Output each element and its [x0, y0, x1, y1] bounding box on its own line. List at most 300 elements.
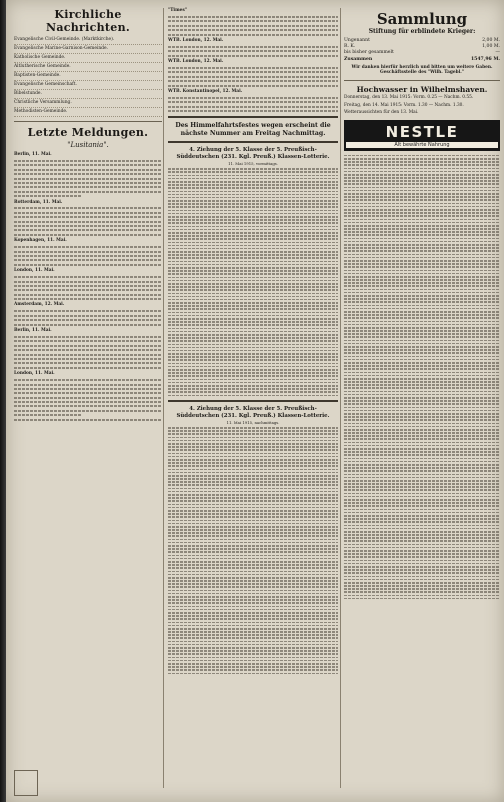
- illegible-number-row: [344, 474, 500, 476]
- illegible-number-row: [168, 647, 338, 649]
- illegible-text-line: [14, 410, 162, 412]
- illegible-number-row: [344, 247, 500, 249]
- illegible-number-row: [168, 657, 338, 659]
- illegible-number-row: [344, 464, 500, 466]
- illegible-number-row: [168, 526, 338, 528]
- illegible-number-row: [168, 449, 338, 451]
- illegible-number-row: [344, 419, 500, 421]
- illegible-number-row: [168, 673, 338, 675]
- lottery-number-table: [344, 155, 500, 600]
- illegible-number-row: [344, 489, 500, 491]
- illegible-number-row: [168, 491, 338, 493]
- illegible-number-row: [168, 513, 338, 515]
- ad-slogan: Alt bewährte Nahrung: [346, 142, 498, 148]
- illegible-text-line: [168, 110, 338, 112]
- illegible-number-row: [168, 385, 338, 387]
- news-dateline: Berlin, 11. Mai.: [14, 152, 52, 157]
- illegible-number-row: [344, 528, 500, 530]
- illegible-text-line: [168, 76, 338, 78]
- illegible-number-row: [168, 561, 338, 563]
- illegible-text-line: [168, 34, 338, 36]
- illegible-text-line: [14, 285, 162, 287]
- illegible-number-row: [168, 459, 338, 461]
- illegible-text-line: [168, 20, 338, 22]
- illegible-number-row: [168, 175, 338, 177]
- illegible-number-row: [344, 285, 500, 287]
- news-dateline: Kopenhagen, 11. Mai.: [14, 238, 67, 244]
- illegible-number-row: [168, 328, 338, 330]
- illegible-number-row: [344, 410, 500, 412]
- illegible-number-row: [168, 308, 338, 310]
- illegible-text-line: [14, 345, 162, 347]
- illegible-number-row: [168, 289, 338, 291]
- illegible-number-row: [344, 467, 500, 469]
- illegible-text-line: [168, 29, 338, 31]
- illegible-number-row: [168, 590, 338, 592]
- illegible-number-row: [344, 579, 500, 581]
- illegible-number-row: [168, 248, 338, 250]
- illegible-number-row: [168, 379, 338, 381]
- lottery-date: 11. Mai 1915, vormittags.: [228, 161, 278, 167]
- illegible-number-row: [168, 181, 338, 183]
- illegible-text-line: [168, 85, 338, 87]
- latest-news-subheading: "Lusitania".: [67, 141, 109, 149]
- illegible-number-row: [168, 213, 338, 215]
- illegible-text-line: [14, 207, 162, 209]
- illegible-number-row: [168, 669, 338, 671]
- illegible-number-row: [168, 210, 338, 212]
- lottery-date: 11. Mai 1915, nachmittags.: [226, 420, 280, 426]
- illegible-number-row: [168, 254, 338, 256]
- illegible-number-row: [168, 564, 338, 566]
- illegible-text-line: [14, 340, 162, 342]
- illegible-number-row: [344, 295, 500, 297]
- illegible-number-row: [344, 378, 500, 380]
- illegible-number-row: [168, 440, 338, 442]
- illegible-text-line: [14, 336, 162, 338]
- illegible-number-row: [168, 299, 338, 301]
- illegible-number-row: [344, 435, 500, 437]
- illegible-number-row: [344, 470, 500, 472]
- illegible-number-row: [168, 488, 338, 490]
- illegible-number-row: [168, 222, 338, 224]
- illegible-number-row: [168, 462, 338, 464]
- illegible-number-row: [168, 375, 338, 377]
- illegible-number-row: [168, 602, 338, 604]
- illegible-number-row: [344, 203, 500, 205]
- illegible-number-row: [168, 586, 338, 588]
- illegible-text-line: [14, 259, 162, 261]
- illegible-number-row: [344, 534, 500, 536]
- illegible-text-line: [14, 264, 162, 266]
- illegible-number-row: [168, 261, 338, 263]
- illegible-number-row: [168, 232, 338, 234]
- illegible-number-row: [168, 430, 338, 432]
- church-news-heading: Kirchliche Nachrichten.: [45, 8, 131, 34]
- illegible-number-row: [344, 416, 500, 418]
- illegible-text-line: [14, 191, 162, 193]
- illegible-number-row: [344, 340, 500, 342]
- illegible-number-row: [168, 187, 338, 189]
- illegible-number-row: [344, 168, 500, 170]
- illegible-text-line: [14, 221, 162, 223]
- illegible-number-row: [344, 298, 500, 300]
- illegible-text-line: [14, 401, 162, 403]
- illegible-number-row: [344, 324, 500, 326]
- illegible-number-row: [344, 346, 500, 348]
- illegible-number-row: [168, 427, 338, 429]
- illegible-number-row: [344, 330, 500, 332]
- illegible-number-row: [168, 391, 338, 393]
- illegible-number-row: [168, 437, 338, 439]
- illegible-number-row: [344, 209, 500, 211]
- illegible-number-row: [344, 254, 500, 256]
- illegible-text-line: [14, 216, 162, 218]
- illegible-number-row: [344, 550, 500, 552]
- illegible-number-row: [168, 388, 338, 390]
- illegible-number-row: [344, 212, 500, 214]
- illegible-number-row: [344, 572, 500, 574]
- illegible-text-line: [14, 276, 162, 278]
- illegible-number-row: [344, 556, 500, 558]
- donation-total-row: Zusammen 1547,96 M.: [344, 56, 500, 62]
- nestle-advertisement: [344, 120, 500, 151]
- illegible-text-line: [14, 229, 162, 231]
- illegible-number-row: [168, 484, 338, 486]
- illegible-number-row: [344, 343, 500, 345]
- illegible-number-row: [344, 177, 500, 179]
- illegible-number-row: [168, 286, 338, 288]
- news-dateline: "Times": [168, 8, 188, 13]
- illegible-number-row: [344, 566, 500, 568]
- illegible-number-row: [344, 413, 500, 415]
- illegible-number-row: [344, 164, 500, 166]
- illegible-number-row: [168, 596, 338, 598]
- illegible-number-row: [168, 504, 338, 506]
- illegible-text-line: [14, 324, 162, 326]
- illegible-number-row: [168, 523, 338, 525]
- ad-brand-name: NESTLE: [385, 122, 459, 141]
- illegible-number-row: [168, 637, 338, 639]
- illegible-number-row: [344, 257, 500, 259]
- illegible-number-row: [344, 158, 500, 160]
- illegible-number-row: [344, 458, 500, 460]
- illegible-number-row: [168, 305, 338, 307]
- illegible-number-row: [344, 241, 500, 243]
- illegible-number-row: [344, 521, 500, 523]
- illegible-text-line: [14, 419, 162, 421]
- illegible-number-row: [344, 493, 500, 495]
- illegible-number-row: [168, 516, 338, 518]
- illegible-number-row: [344, 282, 500, 284]
- illegible-number-row: [344, 505, 500, 507]
- illegible-text-line: [14, 379, 162, 381]
- illegible-text-line: [14, 367, 162, 369]
- illegible-number-row: [168, 641, 338, 643]
- illegible-number-row: [344, 585, 500, 587]
- illegible-number-row: [168, 433, 338, 435]
- illegible-number-row: [168, 315, 338, 317]
- illegible-number-row: [168, 507, 338, 509]
- illegible-number-row: [168, 219, 338, 221]
- illegible-number-row: [344, 356, 500, 358]
- illegible-number-row: [344, 365, 500, 367]
- illegible-number-row: [344, 362, 500, 364]
- illegible-text-line: [14, 384, 162, 386]
- illegible-number-row: [344, 429, 500, 431]
- illegible-text-line: [14, 315, 162, 317]
- news-dateline: WTB. London, 12. Mai.: [168, 37, 224, 43]
- illegible-number-row: [168, 644, 338, 646]
- illegible-number-row: [168, 356, 338, 358]
- illegible-number-row: [168, 331, 338, 333]
- illegible-number-row: [344, 540, 500, 542]
- illegible-number-row: [168, 245, 338, 247]
- illegible-number-row: [168, 628, 338, 630]
- illegible-number-row: [168, 631, 338, 633]
- illegible-text-line: [14, 392, 162, 394]
- illegible-number-row: [344, 525, 500, 527]
- illegible-number-row: [344, 193, 500, 195]
- illegible-number-row: [344, 352, 500, 354]
- illegible-text-line: [14, 251, 162, 253]
- news-dateline: London, 11. Mai.: [14, 371, 55, 377]
- collection-note: Wir danken hierfür herzlich und bitten um weitere Gaben. Geschäftsstelle des "Wilh. Tagebl.": [351, 64, 493, 76]
- illegible-number-row: [168, 574, 338, 576]
- illegible-number-row: [168, 359, 338, 361]
- list-item: Bibelstunde.: [14, 90, 162, 99]
- illegible-number-row: [344, 183, 500, 185]
- illegible-number-row: [344, 206, 500, 208]
- illegible-text-line: [14, 255, 162, 257]
- illegible-text-line: [14, 173, 162, 175]
- illegible-number-row: [168, 663, 338, 665]
- illegible-number-row: [344, 263, 500, 265]
- illegible-number-row: [168, 567, 338, 569]
- illegible-number-row: [168, 321, 338, 323]
- illegible-number-row: [168, 548, 338, 550]
- illegible-number-row: [168, 583, 338, 585]
- illegible-number-row: [344, 368, 500, 370]
- illegible-number-row: [168, 465, 338, 467]
- illegible-number-row: [168, 347, 338, 349]
- right-column: [344, 8, 500, 601]
- illegible-number-row: [168, 229, 338, 231]
- illegible-number-row: [168, 555, 338, 557]
- illegible-number-row: [344, 171, 500, 173]
- illegible-text-line: [14, 294, 162, 296]
- illegible-number-row: [344, 375, 500, 377]
- illegible-number-row: [168, 545, 338, 547]
- illegible-number-row: [344, 336, 500, 338]
- illegible-number-row: [168, 216, 338, 218]
- illegible-number-row: [168, 302, 338, 304]
- illegible-number-row: [168, 280, 338, 282]
- illegible-number-row: [344, 234, 500, 236]
- left-column: [14, 8, 162, 423]
- illegible-number-row: [168, 235, 338, 237]
- illegible-number-row: [344, 595, 500, 597]
- illegible-text-line: [14, 225, 162, 227]
- illegible-number-row: [344, 225, 500, 227]
- illegible-number-row: [168, 539, 338, 541]
- news-dateline: London, 11. Mai.: [14, 268, 55, 274]
- illegible-number-row: [168, 350, 338, 352]
- lottery-number-table: [168, 427, 338, 674]
- illegible-number-row: [168, 453, 338, 455]
- lottery-heading: 4. Ziehung der 5. Klasse der 5. Preußisch-Süddeutschen (231. Kgl. Preuß.) Klassen-Lotterie.: [176, 406, 330, 419]
- illegible-number-row: [344, 569, 500, 571]
- donation-row: bis bisher gesammelt —: [344, 50, 500, 56]
- divider: [168, 141, 338, 143]
- illegible-text-line: [14, 319, 162, 321]
- illegible-text-line: [14, 281, 162, 283]
- illegible-text-line: [168, 97, 338, 99]
- weather-line: Wetteraussichten für den 13. Mai.: [344, 110, 419, 116]
- illegible-number-row: [344, 349, 500, 351]
- illegible-text-line: [168, 106, 338, 108]
- illegible-number-row: [168, 264, 338, 266]
- illegible-number-row: [344, 161, 500, 163]
- illegible-number-row: [168, 660, 338, 662]
- illegible-number-row: [168, 197, 338, 199]
- lottery-number-table: [168, 168, 338, 396]
- illegible-text-line: [14, 298, 162, 300]
- illegible-number-row: [168, 337, 338, 339]
- illegible-text-line: [14, 195, 82, 197]
- illegible-number-row: [168, 580, 338, 582]
- illegible-number-row: [168, 251, 338, 253]
- donation-row: Ungenannt 2,00 M.: [344, 38, 500, 43]
- illegible-text-line: [168, 50, 338, 52]
- illegible-text-line: [14, 186, 162, 188]
- illegible-number-row: [168, 634, 338, 636]
- illegible-number-row: [168, 625, 338, 627]
- donation-row: R. K. 1,00 M.: [344, 44, 500, 50]
- illegible-number-row: [168, 472, 338, 474]
- illegible-number-row: [168, 191, 338, 193]
- illegible-number-row: [344, 499, 500, 501]
- list-item: Evangelische Civil-Gemeinde. (Marktkirche).: [14, 36, 162, 45]
- illegible-number-row: [344, 314, 500, 316]
- illegible-text-line: [168, 55, 338, 57]
- illegible-text-line: [14, 397, 162, 399]
- illegible-number-row: [344, 576, 500, 578]
- illegible-number-row: [344, 199, 500, 201]
- illegible-number-row: [344, 222, 500, 224]
- illegible-number-row: [344, 273, 500, 275]
- illegible-number-row: [344, 582, 500, 584]
- illegible-number-row: [344, 308, 500, 310]
- illegible-text-line: [168, 16, 338, 18]
- illegible-number-row: [344, 483, 500, 485]
- illegible-number-row: [344, 394, 500, 396]
- illegible-number-row: [168, 238, 338, 240]
- illegible-number-row: [344, 317, 500, 319]
- illegible-text-line: [168, 71, 338, 73]
- illegible-number-row: [168, 226, 338, 228]
- illegible-number-row: [344, 461, 500, 463]
- illegible-number-row: [344, 477, 500, 479]
- divider: [344, 80, 500, 81]
- illegible-text-line: [14, 160, 162, 162]
- illegible-number-row: [344, 454, 500, 456]
- illegible-number-row: [168, 478, 338, 480]
- news-dateline: Amsterdam, 12. Mai.: [14, 302, 65, 308]
- illegible-number-row: [344, 270, 500, 272]
- illegible-number-row: [344, 547, 500, 549]
- illegible-number-row: [344, 180, 500, 182]
- illegible-text-line: [168, 80, 338, 82]
- illegible-number-row: [168, 203, 338, 205]
- illegible-number-row: [344, 400, 500, 402]
- latest-news-heading: Letzte Meldungen.: [27, 126, 149, 139]
- illegible-number-row: [344, 231, 500, 233]
- illegible-number-row: [344, 387, 500, 389]
- illegible-number-row: [168, 270, 338, 272]
- illegible-number-row: [344, 260, 500, 262]
- illegible-number-row: [344, 486, 500, 488]
- illegible-number-row: [168, 618, 338, 620]
- illegible-number-row: [344, 187, 500, 189]
- illegible-number-row: [344, 591, 500, 593]
- illegible-number-row: [168, 242, 338, 244]
- illegible-number-row: [344, 174, 500, 176]
- tide-line: Freitag, den 14. Mai 1915: Vorm. 1.30 — Nachm. 1.30.: [344, 102, 464, 108]
- illegible-number-row: [344, 515, 500, 517]
- illegible-number-row: [344, 381, 500, 383]
- illegible-number-row: [344, 563, 500, 565]
- illegible-number-row: [344, 445, 500, 447]
- news-dateline: WTB. Konstantinopel, 12. Mai.: [168, 89, 243, 95]
- illegible-number-row: [168, 612, 338, 614]
- illegible-text-line: [14, 349, 162, 351]
- illegible-number-row: [168, 446, 338, 448]
- list-item: Baptisten-Gemeinde.: [14, 72, 162, 81]
- illegible-number-row: [344, 496, 500, 498]
- illegible-number-row: [344, 432, 500, 434]
- illegible-number-row: [168, 334, 338, 336]
- illegible-number-row: [168, 615, 338, 617]
- illegible-number-row: [344, 588, 500, 590]
- illegible-text-line: [14, 388, 162, 390]
- illegible-number-row: [168, 456, 338, 458]
- illegible-number-row: [168, 571, 338, 573]
- archive-stamp: [14, 770, 38, 796]
- illegible-number-row: [168, 599, 338, 601]
- illegible-number-row: [168, 171, 338, 173]
- illegible-number-row: [168, 184, 338, 186]
- illegible-number-row: [168, 293, 338, 295]
- illegible-number-row: [168, 443, 338, 445]
- divider: [14, 121, 162, 122]
- illegible-number-row: [168, 277, 338, 279]
- illegible-number-row: [168, 206, 338, 208]
- news-dateline: WTB. London, 12. Mai.: [168, 59, 224, 65]
- illegible-number-row: [168, 273, 338, 275]
- illegible-text-line: [14, 310, 162, 312]
- illegible-number-row: [344, 238, 500, 240]
- illegible-text-line: [168, 101, 338, 103]
- illegible-number-row: [344, 305, 500, 307]
- illegible-number-row: [168, 650, 338, 652]
- illegible-text-line: [14, 164, 162, 166]
- illegible-number-row: [344, 321, 500, 323]
- list-item: Katholische Gemeinde.: [14, 54, 162, 63]
- illegible-number-row: [344, 438, 500, 440]
- illegible-number-row: [344, 333, 500, 335]
- illegible-number-row: [344, 327, 500, 329]
